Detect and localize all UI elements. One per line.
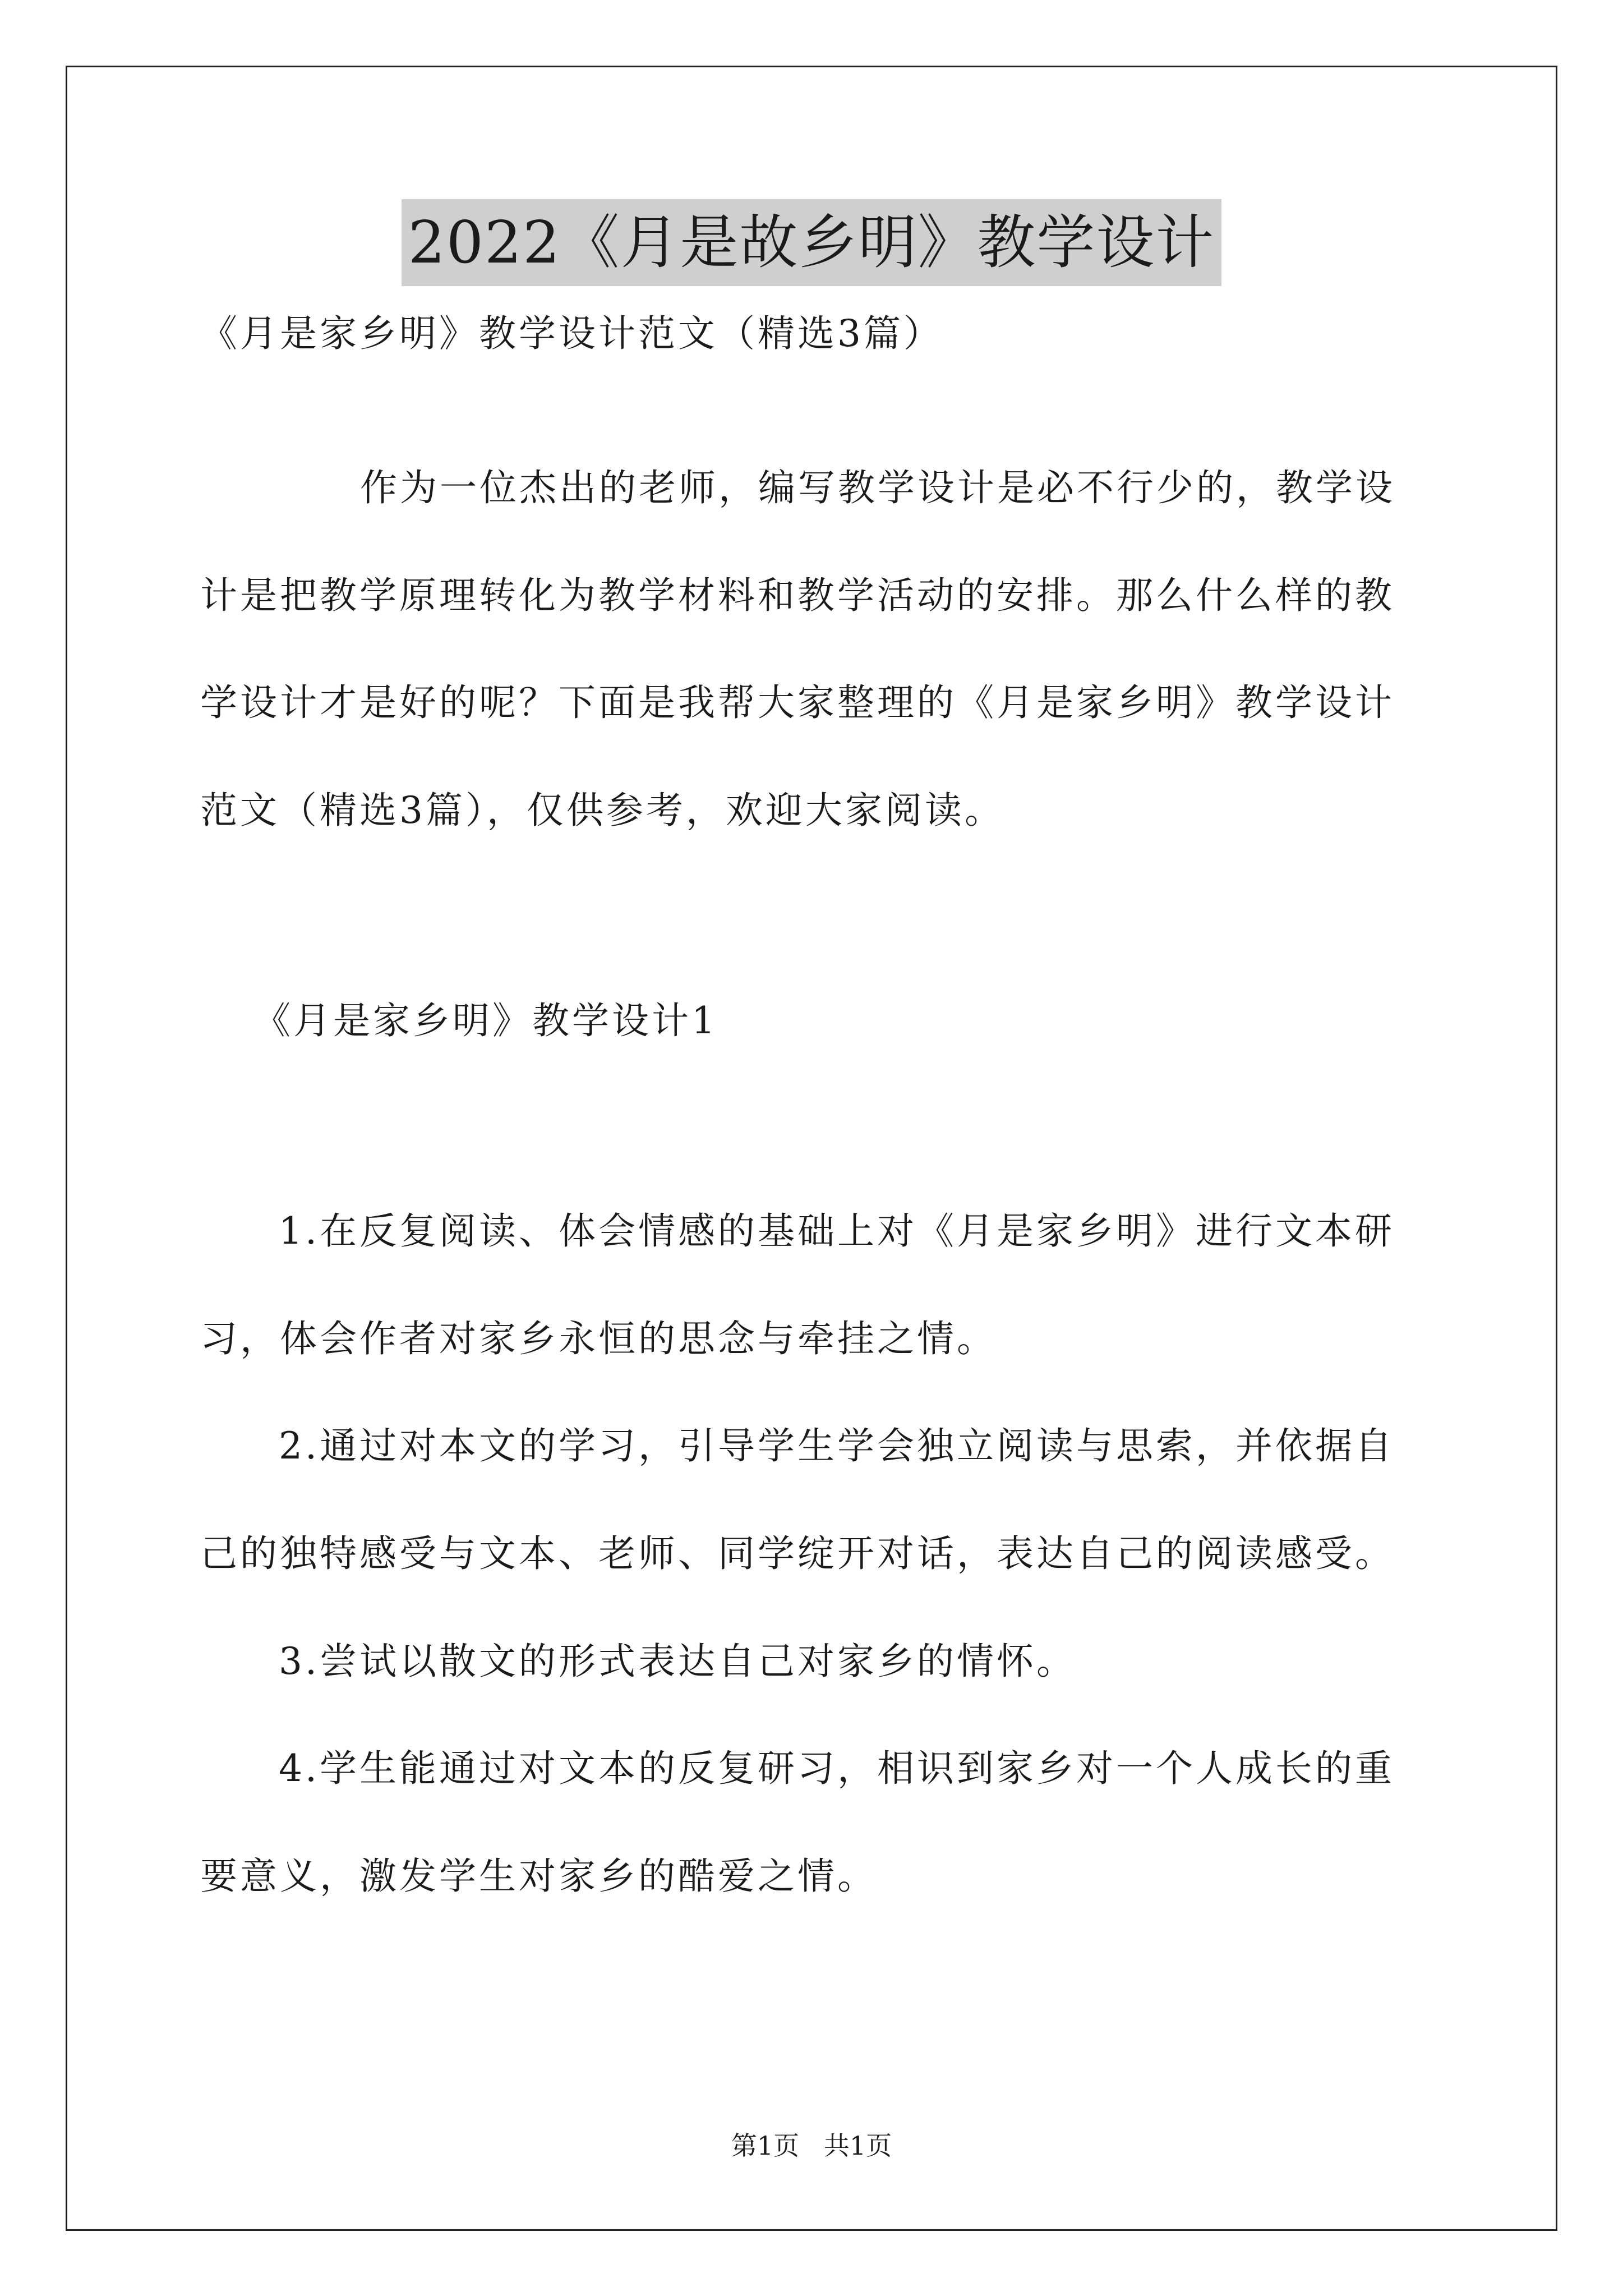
- page-footer: 第1页 共1页: [731, 2131, 892, 2161]
- page-border: [66, 66, 1557, 2231]
- document-subtitle: 《月是家乡明》教学设计范文（精选3篇）: [200, 312, 943, 355]
- intro-line-2: 计是把教学原理转化为教学材料和教学活动的安排。那么什么样的教: [200, 574, 1395, 617]
- objective-line-6: 4.学生能通过对文本的反复研习，相识到家乡对一个人成长的重: [279, 1747, 1395, 1790]
- objective-line-4: 己的独特感受与文本、老师、同学绽开对话，表达自己的阅读感受。: [200, 1532, 1395, 1575]
- intro-line-4: 范文（精选3篇），仅供参考，欢迎大家阅读。: [200, 789, 1004, 832]
- title-container: [0, 199, 1623, 286]
- objective-line-5: 3.尝试以散文的形式表达自己对家乡的情怀。: [279, 1640, 1076, 1683]
- document-title: 2022《月是故乡明》教学设计: [402, 199, 1222, 286]
- objective-line-3: 2.通过对本文的学习，引导学生学会独立阅读与思索，并依据自: [279, 1424, 1395, 1467]
- objective-line-7: 要意义，激发学生对家乡的酷爱之情。: [200, 1855, 877, 1898]
- intro-line-1: 作为一位杰出的老师，编写教学设计是必不行少的，教学设: [360, 466, 1395, 509]
- objective-line-2: 习，体会作者对家乡永恒的思念与牵挂之情。: [200, 1317, 997, 1360]
- intro-line-3: 学设计才是好的呢？下面是我帮大家整理的《月是家乡明》教学设计: [200, 681, 1395, 724]
- objective-line-1: 1.在反复阅读、体会情感的基础上对《月是家乡明》进行文本研: [279, 1209, 1395, 1253]
- section-heading: 《月是家乡明》教学设计1: [253, 999, 718, 1042]
